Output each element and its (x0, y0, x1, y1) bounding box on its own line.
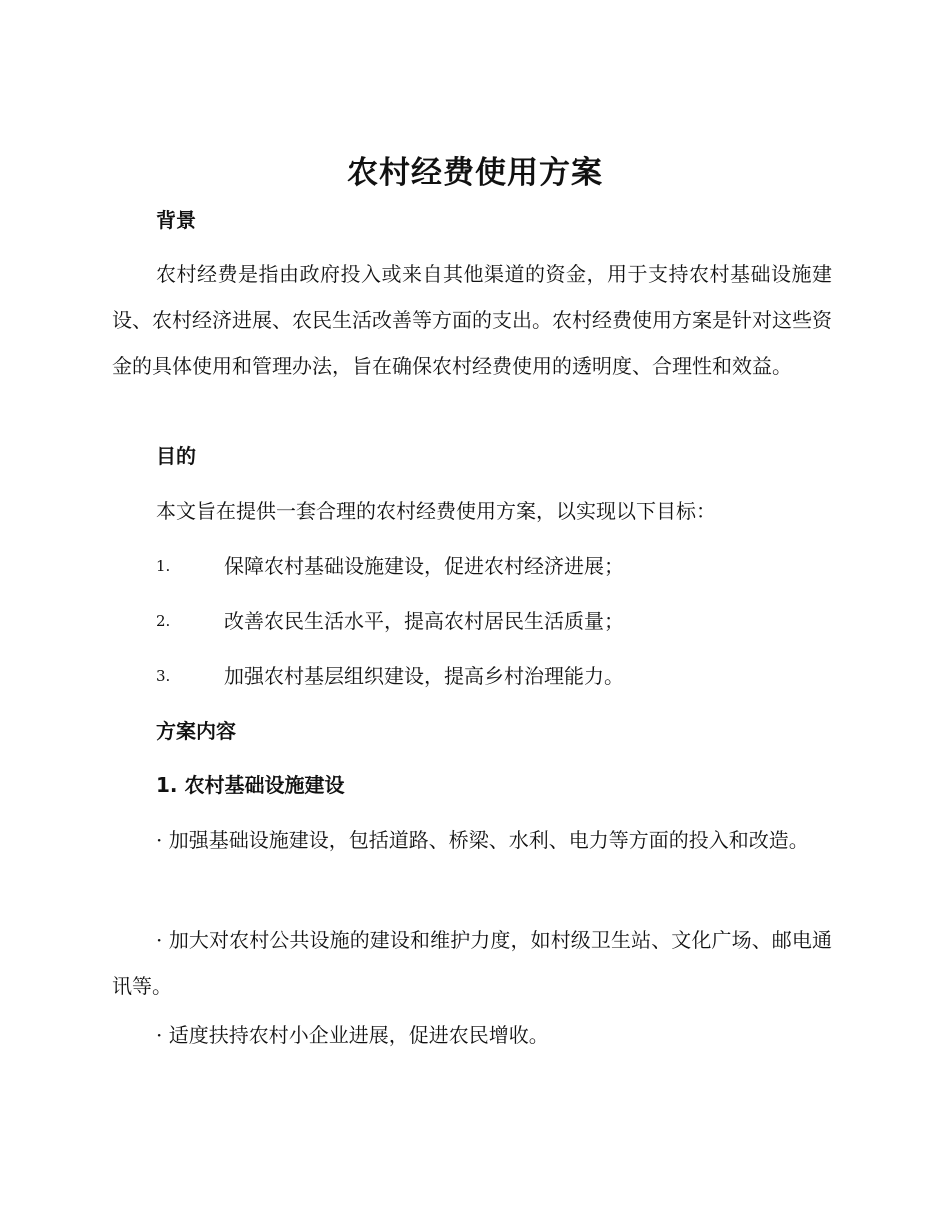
list-item-number: 3. (156, 667, 171, 685)
document-title: 农村经费使用方案 (347, 155, 603, 191)
list-item-number: 2. (156, 612, 171, 630)
section-heading-content: 方案内容 (156, 719, 236, 743)
list-item-text: 加强农村基层组织建设，提高乡村治理能力。 (224, 664, 624, 688)
subsection-heading-infrastructure: 1. 农村基础设施建设 (156, 773, 345, 797)
purpose-intro: 本文旨在提供一套合理的农村经费使用方案，以实现以下目标： (156, 499, 716, 523)
bullet-paragraph: · 适度扶持农村小企业进展，促进农民增收。 (156, 1023, 549, 1047)
list-item-number: 1. (156, 557, 171, 575)
background-paragraph: 农村经费是指由政府投入或来自其他渠道的资金，用于支持农村基础设施建设、农村经济进展、农民生活改善等方面的支出。农村经费使用方案是针对这些资金的具体使用和管理办法，旨在确保农村经费使用的透明度、合理性和效益。 (112, 262, 832, 378)
bullet-paragraph: · 加大对农村公共设施的建设和维护力度，如村级卫生站、文化广场、邮电通讯等。 (112, 928, 832, 998)
section-heading-background: 背景 (156, 208, 196, 232)
bullet-paragraph: · 加强基础设施建设，包括道路、桥梁、水利、电力等方面的投入和改造。 (156, 828, 809, 852)
list-item-text: 保障农村基础设施建设，促进农村经济进展； (224, 554, 624, 578)
section-heading-purpose: 目的 (156, 444, 196, 468)
list-item-text: 改善农民生活水平，提高农村居民生活质量； (224, 609, 624, 633)
